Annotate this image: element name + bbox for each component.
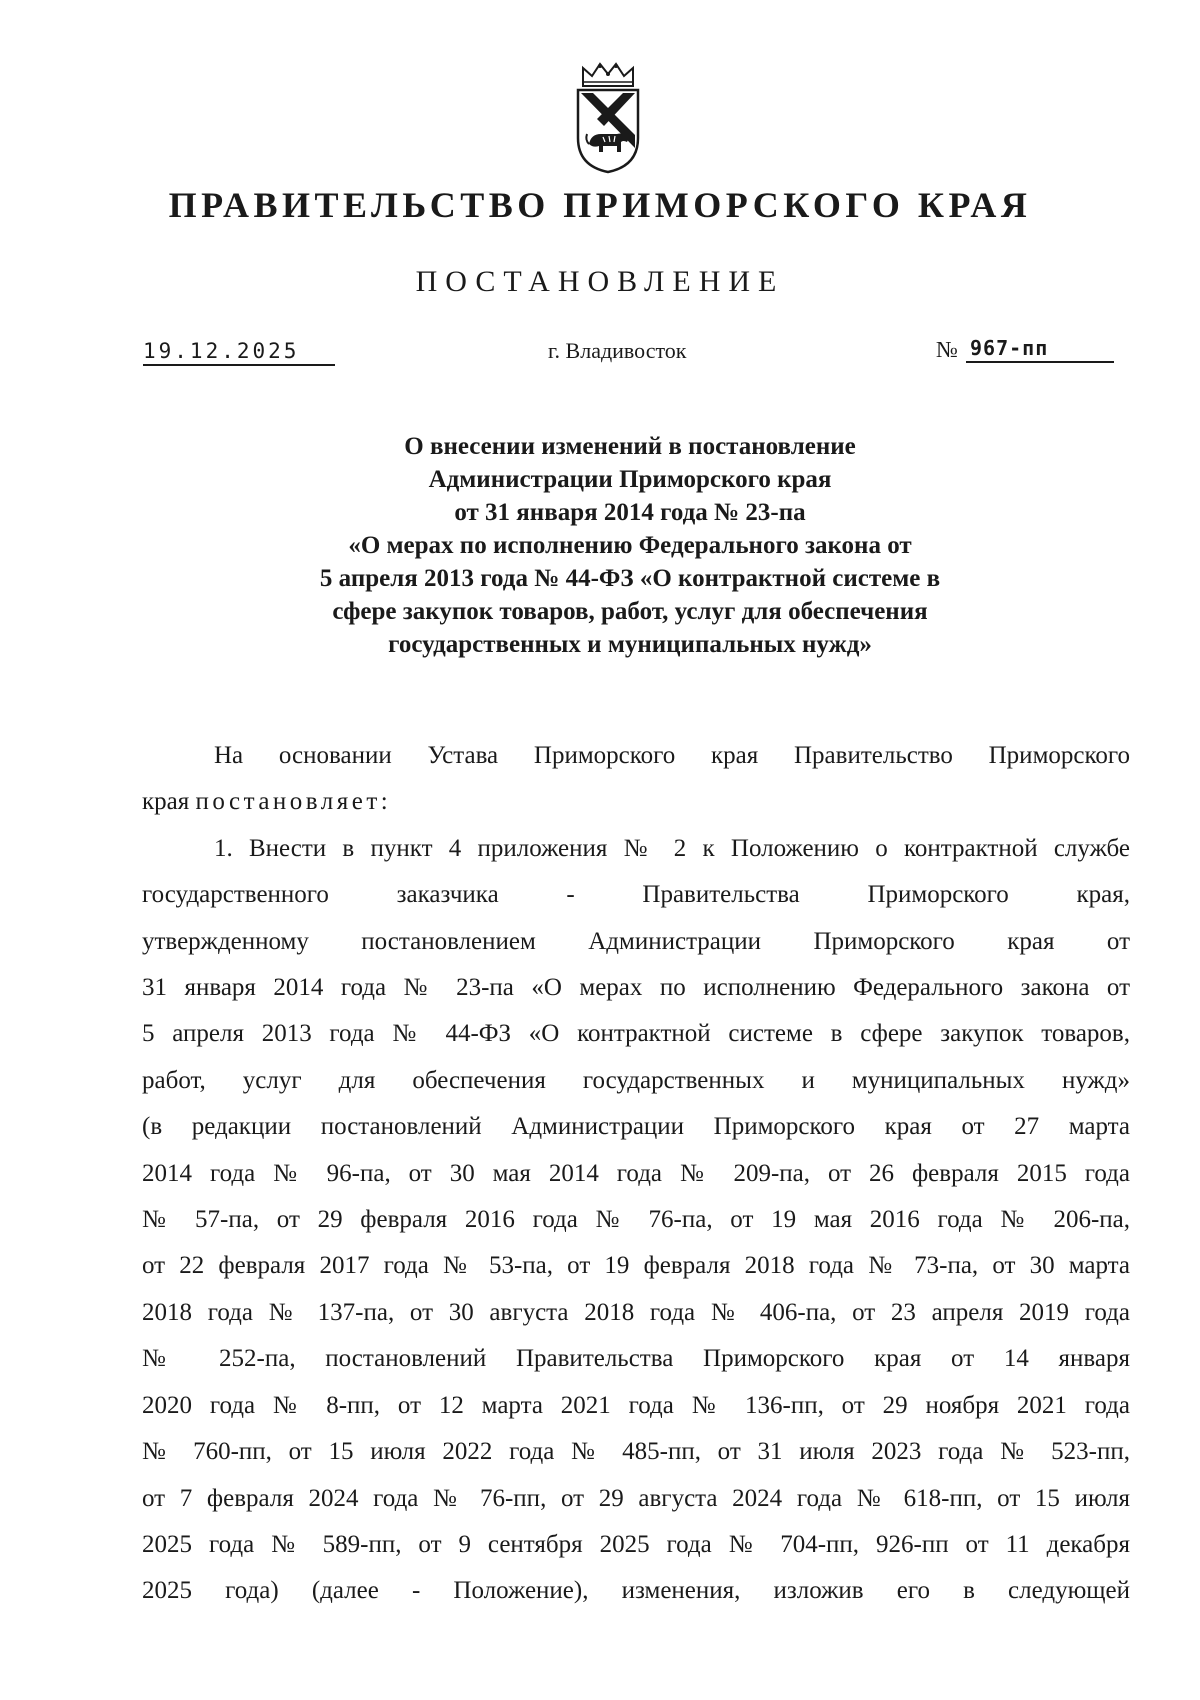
document-number: 967-пп (966, 335, 1114, 363)
document-body (142, 733, 1130, 1615)
paragraph-line: 2014 года № 96-па, от 30 мая 2014 года № 209-па, от 26 февраля 2015 года (142, 1159, 1130, 1187)
document-type: ПОСТАНОВЛЕНИЕ (415, 265, 785, 298)
paragraph-line: 31 января 2014 года № 23-па «О мерах по исполнению Федерального закона от (142, 974, 1130, 1002)
paragraph-line: № 252-па, постановлений Правительства Приморского края от 14 января (142, 1345, 1130, 1373)
title-line: 5 апреля 2013 года № 44-ФЗ «О контрактной системе в (319, 565, 941, 592)
paragraph-line: 2025 года) (далее - Положение), изменения, изложив его в следующей (142, 1577, 1130, 1605)
document-title (150, 430, 1110, 661)
government-name: ПРАВИТЕЛЬСТВО ПРИМОРСКОГО КРАЯ (168, 185, 1032, 225)
paragraph-line: работ, услуг для обеспечения государственных и муниципальных нужд» (142, 1066, 1130, 1094)
paragraph-line: утвержденному постановлением Администрации Приморского края от (142, 927, 1130, 955)
paragraph-line: от 7 февраля 2024 года № 76-пп, от 29 августа 2024 года № 618-пп, от 15 июля (142, 1484, 1130, 1512)
paragraph-line: 1. Внести в пункт 4 приложения № 2 к Положению о контрактной службе (214, 834, 1130, 862)
paragraph-line: № 760-пп, от 15 июля 2022 года № 485-пп, от 31 июля 2023 года № 523-пп, (142, 1438, 1130, 1466)
title-line: Администрации Приморского края (428, 466, 832, 493)
paragraph-line: (в редакции постановлений Администрации Приморского края от 27 марта (142, 1113, 1130, 1141)
paragraph-line: 2020 года № 8-пп, от 12 марта 2021 года № 136-пп, от 29 ноября 2021 года (142, 1391, 1130, 1419)
title-line: сфере закупок товаров, работ, услуг для обеспечения (332, 598, 928, 625)
title-line: от 31 января 2014 года № 23-па (454, 499, 806, 526)
paragraph-line: 2025 года № 589-пп, от 9 сентября 2025 года № 704-пп, 926-пп от 11 декабря (142, 1530, 1130, 1558)
preamble-text: края (142, 788, 196, 816)
number-sign: № (936, 337, 958, 362)
paragraph-line: от 22 февраля 2017 года № 53-па, от 19 февраля 2018 года № 73-па, от 30 марта (142, 1252, 1130, 1280)
paragraph-line: государственного заказчика - Правительства Приморского края, (142, 881, 1130, 909)
paragraph-line: 2018 года № 137-па, от 30 августа 2018 года № 406-па, от 23 апреля 2019 года (142, 1298, 1130, 1326)
coat-of-arms-emblem (575, 62, 641, 174)
resolves-word: постановляет: (195, 788, 392, 816)
paragraph-line: № 57-па, от 29 февраля 2016 года № 76-па, от 19 мая 2016 года № 206-па, (142, 1206, 1130, 1234)
title-line: государственных и муниципальных нужд» (388, 631, 872, 658)
document-city: г. Владивосток (548, 338, 687, 363)
paragraph-line: 5 апреля 2013 года № 44-ФЗ «О контрактной системе в сфере закупок товаров, (142, 1020, 1130, 1048)
document-date: 19.12.2025 (143, 338, 335, 366)
title-line: «О мерах по исполнению Федерального закона от (348, 532, 912, 559)
preamble-line (142, 779, 1130, 825)
preamble-line: На основании Устава Приморского края Правительство Приморского (214, 742, 1130, 769)
title-line: О внесении изменений в постановление (404, 433, 856, 460)
